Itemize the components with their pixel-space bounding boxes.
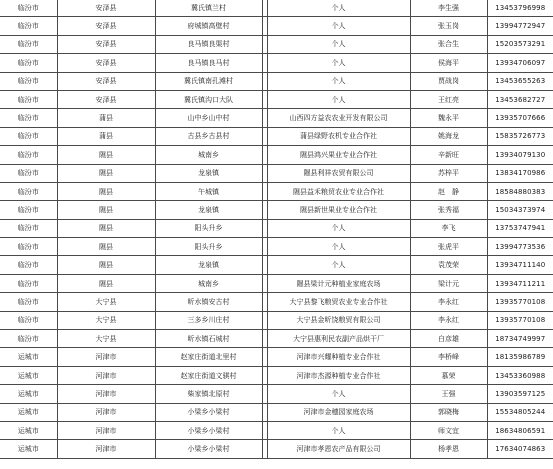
entity-cell: 大宁县金昕饶粮贸有限公司 [267,311,410,329]
phone-cell: 15203573291 [487,35,553,53]
table-row [0,293,553,311]
table-row [0,72,553,90]
town-village-cell: 冀氏镇兰村 [155,0,262,17]
county-cell: 隰县 [57,182,155,200]
county-cell: 安泽县 [57,90,155,108]
table-row [0,311,553,329]
table-row [0,238,553,256]
entity-cell: 大宁县惠利民农副产品烘干厂 [267,330,410,348]
contact-person-cell: 王红亮 [410,90,487,108]
contact-person-cell: 侯海平 [410,54,487,72]
county-cell: 河津市 [57,366,155,384]
county-cell: 大宁县 [57,330,155,348]
town-village-cell: 龙泉镇 [155,256,262,274]
entity-cell: 个人 [267,421,410,439]
city-cell: 临汾市 [0,72,57,90]
city-cell: 临汾市 [0,201,57,219]
town-village-cell: 山中乡山中村 [155,109,262,127]
phone-cell: 13903597125 [487,385,553,403]
town-village-cell: 龙泉镇 [155,164,262,182]
entity-cell: 隰县利祥农贸有限公司 [267,164,410,182]
county-cell: 安泽县 [57,35,155,53]
contact-person-cell: 李桥峰 [410,348,487,366]
city-cell: 临汾市 [0,127,57,145]
contact-person-cell: 贾战岗 [410,72,487,90]
town-village-cell: 赵家庄街道文骐村 [155,366,262,384]
entity-cell: 隰县新世果业专业合作社 [267,201,410,219]
phone-cell: 13453655263 [487,72,553,90]
phone-cell: 13934079130 [487,146,553,164]
town-village-cell: 午城镇 [155,182,262,200]
city-cell: 临汾市 [0,164,57,182]
city-cell: 运城市 [0,403,57,421]
table-row [0,274,553,292]
town-village-cell: 城南乡 [155,146,262,164]
phone-cell: 13834170986 [487,164,553,182]
table-row [0,385,553,403]
county-cell: 河津市 [57,403,155,421]
town-village-cell: 小梁乡小梁村 [155,440,262,458]
city-cell: 临汾市 [0,256,57,274]
table-row [0,201,553,219]
table-row [0,35,553,53]
contact-person-cell: 李永红 [410,311,487,329]
entity-cell: 个人 [267,90,410,108]
contact-person-cell: 赵 静 [410,182,487,200]
town-village-cell: 小梁乡小梁村 [155,403,262,421]
table-row [0,219,553,237]
table-row [0,90,553,108]
city-cell: 临汾市 [0,219,57,237]
town-village-cell: 阳头升乡 [155,238,262,256]
entity-cell: 山西四方益农农业开发有限公司 [267,109,410,127]
county-cell: 隰县 [57,274,155,292]
phone-cell: 13934711211 [487,274,553,292]
county-cell: 隰县 [57,201,155,219]
phone-cell: 13453796998 [487,0,553,17]
phone-cell: 13935770108 [487,311,553,329]
contact-person-cell: 师文宜 [410,421,487,439]
county-cell: 河津市 [57,385,155,403]
contact-person-cell: 慕荣 [410,366,487,384]
contact-person-cell: 袁茂荣 [410,256,487,274]
entity-cell: 河津市孝恩农产品有限公司 [267,440,410,458]
table-row [0,17,553,35]
phone-cell: 17634074863 [487,440,553,458]
county-cell: 隰县 [57,256,155,274]
entity-cell: 个人 [267,54,410,72]
phone-cell: 18734749997 [487,330,553,348]
town-village-cell: 龙泉镇 [155,201,262,219]
county-cell: 大宁县 [57,293,155,311]
entity-cell: 蒲县绿野农机专业合作社 [267,127,410,145]
contact-person-cell: 梁计元 [410,274,487,292]
phone-cell: 13934706097 [487,54,553,72]
entity-cell: 河津市兴耀种植专业合作社 [267,348,410,366]
phone-cell: 15835726773 [487,127,553,145]
county-cell: 河津市 [57,440,155,458]
contact-person-cell: 李生强 [410,0,487,17]
town-village-cell: 冀氏镇南孔滩村 [155,72,262,90]
town-village-cell: 赵家庄街道北里村 [155,348,262,366]
town-village-cell: 冀氏镇沟口大队 [155,90,262,108]
city-cell: 运城市 [0,440,57,458]
contact-person-cell: 辛新旺 [410,146,487,164]
phone-cell: 18584880383 [487,182,553,200]
entity-cell: 个人 [267,385,410,403]
table-row [0,54,553,72]
phone-cell: 13453360988 [487,366,553,384]
city-cell: 临汾市 [0,238,57,256]
contact-person-cell: 苏梓平 [410,164,487,182]
contact-person-cell: 杨孝恩 [410,440,487,458]
county-cell: 安泽县 [57,72,155,90]
city-cell: 临汾市 [0,293,57,311]
contact-person-cell: 魏永平 [410,109,487,127]
table-row [0,403,553,421]
county-cell: 蒲县 [57,109,155,127]
county-cell: 河津市 [57,348,155,366]
county-cell: 安泽县 [57,0,155,17]
phone-cell: 18634806591 [487,421,553,439]
county-cell: 隰县 [57,238,155,256]
table-row [0,440,553,458]
phone-cell: 15534805244 [487,403,553,421]
city-cell: 临汾市 [0,182,57,200]
city-cell: 临汾市 [0,146,57,164]
table-row [0,109,553,127]
contact-person-cell: 张虎平 [410,238,487,256]
city-cell: 临汾市 [0,35,57,53]
phone-cell: 13934711140 [487,256,553,274]
county-cell: 隰县 [57,219,155,237]
city-cell: 临汾市 [0,274,57,292]
city-cell: 运城市 [0,366,57,384]
table-row [0,256,553,274]
phone-cell: 13453682727 [487,90,553,108]
county-cell: 隰县 [57,164,155,182]
table-row [0,0,553,17]
city-cell: 运城市 [0,385,57,403]
table-row [0,348,553,366]
entity-cell: 河津市杰源种植专业合作社 [267,366,410,384]
entity-cell: 隰县梁计元种植业家庭农场 [267,274,410,292]
city-cell: 运城市 [0,348,57,366]
city-cell: 临汾市 [0,54,57,72]
town-village-cell: 三多乡川庄村 [155,311,262,329]
city-cell: 临汾市 [0,17,57,35]
entity-cell: 个人 [267,72,410,90]
entity-cell: 个人 [267,256,410,274]
phone-cell: 13753747941 [487,219,553,237]
phone-cell: 13994773536 [487,238,553,256]
county-cell: 安泽县 [57,17,155,35]
contact-person-cell: 张秀福 [410,201,487,219]
city-cell: 运城市 [0,421,57,439]
table-row [0,330,553,348]
entity-cell: 河津市金穗园家庭农场 [267,403,410,421]
county-cell: 蒲县 [57,127,155,145]
phone-cell: 13994772947 [487,17,553,35]
contact-person-cell: 张合生 [410,35,487,53]
contact-person-cell: 李飞 [410,219,487,237]
entity-cell: 隰县鸿兴果业专业合作社 [267,146,410,164]
entity-cell: 大宁县黎飞粮贸农业专业合作社 [267,293,410,311]
town-village-cell: 昕水镇石城村 [155,330,262,348]
contact-person-cell: 张玉岗 [410,17,487,35]
town-village-cell: 柴家镇北原村 [155,385,262,403]
table-row [0,127,553,145]
contact-person-cell: 白彦雄 [410,330,487,348]
entity-cell: 个人 [267,35,410,53]
phone-cell: 13935707666 [487,109,553,127]
entity-cell: 个人 [267,0,410,17]
entity-cell: 个人 [267,219,410,237]
county-cell: 安泽县 [57,54,155,72]
town-village-cell: 古县乡古县村 [155,127,262,145]
contact-person-cell: 李永红 [410,293,487,311]
city-cell: 临汾市 [0,311,57,329]
entity-cell: 个人 [267,238,410,256]
table-row [0,164,553,182]
town-village-cell: 昕水镇安古村 [155,293,262,311]
contact-person-cell: 姚海龙 [410,127,487,145]
county-cell: 隰县 [57,146,155,164]
contact-person-cell: 王强 [410,385,487,403]
town-village-cell: 小梁乡小梁村 [155,421,262,439]
phone-cell: 13935770108 [487,293,553,311]
town-village-cell: 阳头升乡 [155,219,262,237]
city-cell: 临汾市 [0,109,57,127]
phone-cell: 18135986789 [487,348,553,366]
county-cell: 河津市 [57,421,155,439]
city-cell: 临汾市 [0,0,57,17]
town-village-cell: 府城镇高壁村 [155,17,262,35]
city-cell: 临汾市 [0,330,57,348]
town-village-cell: 良马镇良渠村 [155,35,262,53]
table-row [0,421,553,439]
entity-cell: 隰县益禾粮贸农业专业合作社 [267,182,410,200]
table-row [0,366,553,384]
city-cell: 临汾市 [0,90,57,108]
town-village-cell: 城南乡 [155,274,262,292]
phone-cell: 15034373974 [487,201,553,219]
county-cell: 大宁县 [57,311,155,329]
contact-person-cell: 郭晓梅 [410,403,487,421]
table-row [0,182,553,200]
table-row [0,146,553,164]
entity-cell: 个人 [267,17,410,35]
town-village-cell: 良马镇良马村 [155,54,262,72]
